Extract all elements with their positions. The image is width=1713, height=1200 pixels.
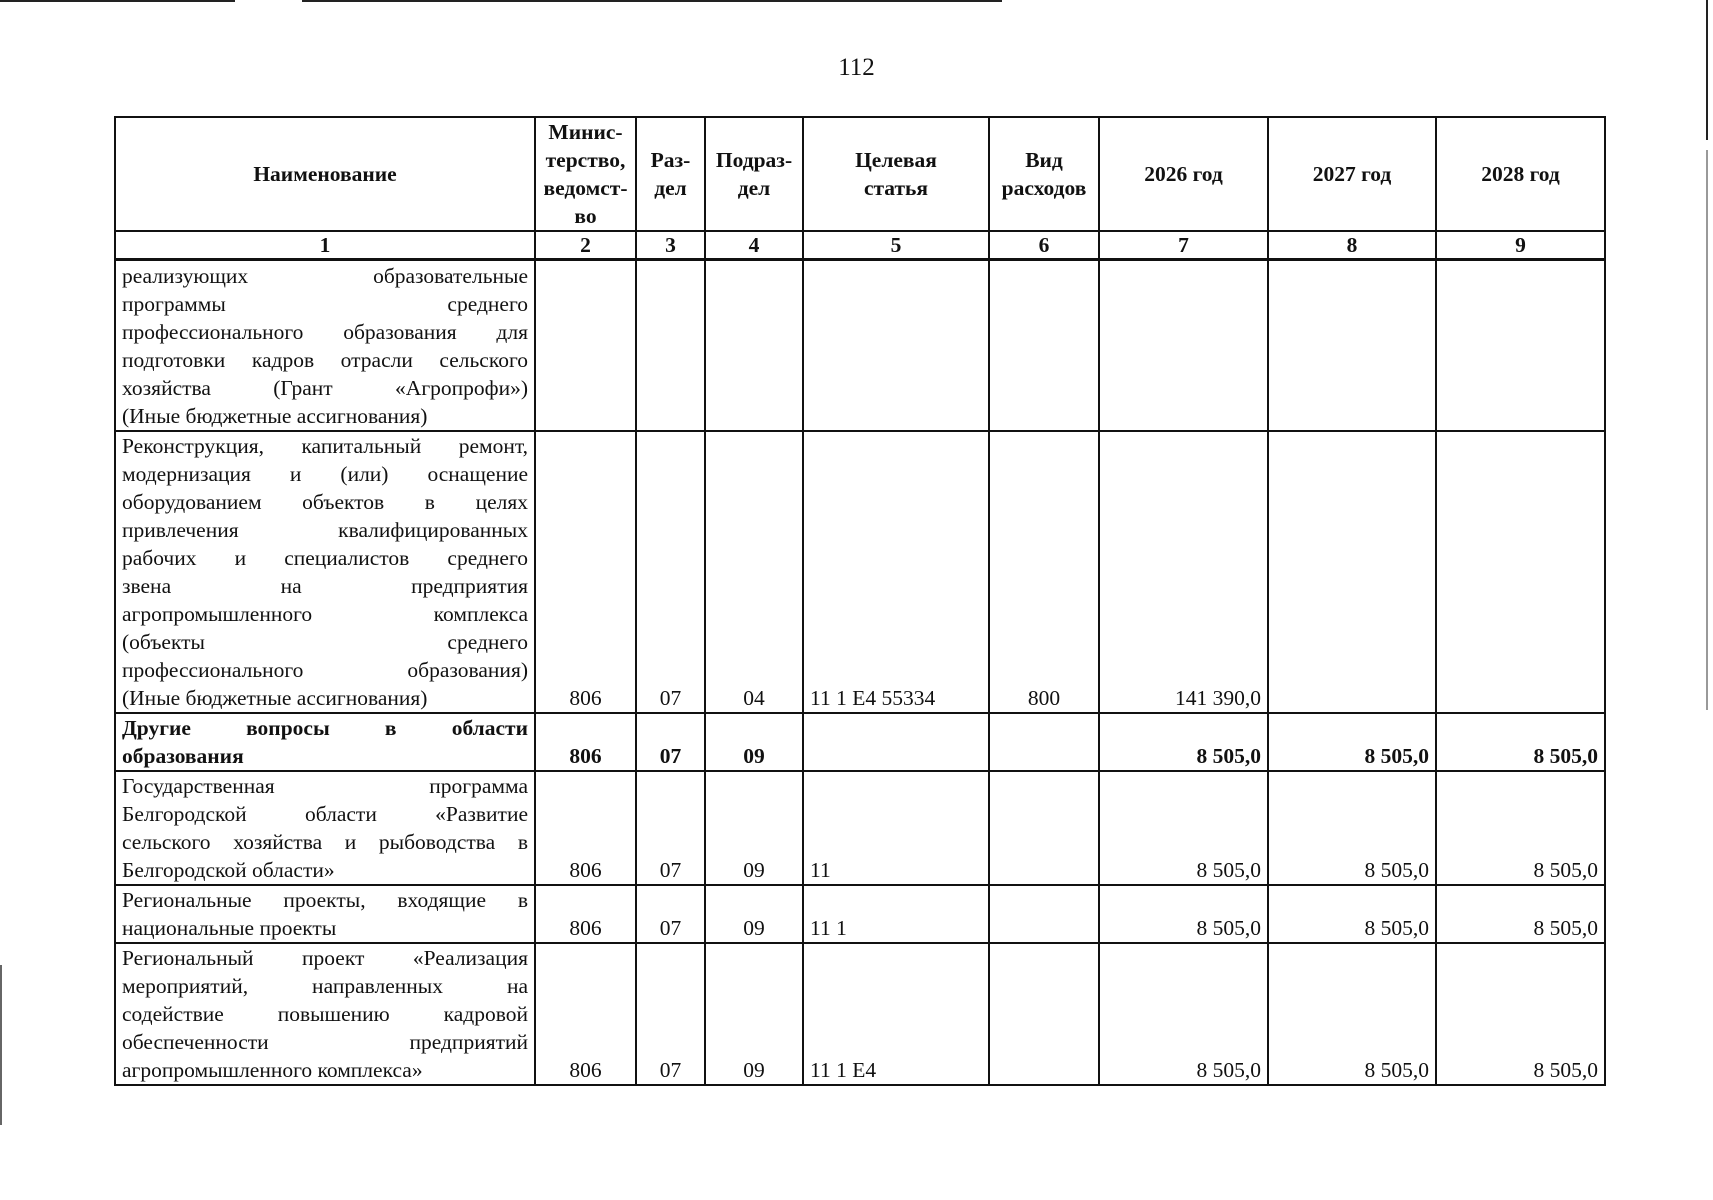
row-name-line: привлечения квалифицированных [122,517,528,542]
header-expense-line: Вид [1025,148,1063,172]
header-ministry [535,117,636,231]
row-expense: 800 [989,431,1099,713]
row-2028: 8 505,0 [1436,771,1605,885]
row-name-line: хозяйства (Грант «Агропрофи») [122,375,528,400]
row-subsection: 04 [705,431,803,713]
row-name-line: сельского хозяйства и рыбоводства в [122,829,528,854]
column-number-row [115,231,1605,260]
header-2026: 2026 год [1099,117,1268,231]
row-expense [989,885,1099,943]
row-2028: 8 505,0 [1436,713,1605,771]
row-name-line: Белгородской области «Развитие [122,801,528,826]
row-target: 11 1 [803,885,989,943]
row-name-line: реализующих образовательные [122,263,528,288]
row-name-line: Региональные проекты, входящие в [122,887,528,912]
row-name-line: Региональный проект «Реализация [122,945,528,970]
row-2026: 8 505,0 [1099,885,1268,943]
row-name [115,260,535,431]
header-target-line: Целевая [855,148,937,172]
header-ministry-line: ведомст- [543,176,628,200]
header-section-line: Раз- [650,148,691,172]
row-name [115,885,535,943]
header-ministry-line: терство, [545,148,626,172]
column-number: 1 [115,231,535,260]
row-target: 11 1 Е4 55334 [803,431,989,713]
header-2028: 2028 год [1436,117,1605,231]
header-subsection [705,117,803,231]
row-name-line: подготовки кадров отрасли сельского [122,347,528,372]
column-number: 7 [1099,231,1268,260]
row-target [803,260,989,431]
header-ministry-line: Минис- [548,120,623,144]
row-subsection: 09 [705,885,803,943]
row-name-line: Белгородской области» [122,857,335,882]
scan-edge-right-lower [1706,150,1708,710]
row-2026: 8 505,0 [1099,771,1268,885]
scan-edge-top-left [0,0,235,2]
budget-table [114,116,1606,1086]
row-ministry: 806 [535,885,636,943]
row-name-line: национальные проекты [122,915,337,940]
row-ministry: 806 [535,713,636,771]
row-name [115,431,535,713]
row-name-line: Государственная программа [122,773,528,798]
scan-edge-top-mid [302,0,1002,2]
row-name [115,943,535,1085]
header-name: Наименование [115,117,535,231]
row-target [803,713,989,771]
row-ministry: 806 [535,431,636,713]
page-number: 112 [838,54,875,81]
header-target-line: статья [863,176,929,200]
row-expense [989,260,1099,431]
header-ministry-line: во [574,204,597,228]
row-subsection: 09 [705,943,803,1085]
header-section-line: дел [654,176,687,200]
column-number: 5 [803,231,989,260]
table-row [115,771,1605,885]
row-2026 [1099,260,1268,431]
row-name [115,771,535,885]
row-name-line: содействие повышению кадровой [122,1001,528,1026]
row-ministry: 806 [535,943,636,1085]
row-name-line: агропромышленного комплекса [122,601,528,626]
table-row [115,260,1605,431]
row-name-line: Реконструкция, капитальный ремонт, [122,433,528,458]
table-row-subtotal [115,713,1605,771]
column-number: 2 [535,231,636,260]
row-expense [989,943,1099,1085]
column-number: 4 [705,231,803,260]
header-expense [989,117,1099,231]
row-section: 07 [636,713,705,771]
table-header-row [115,117,1605,231]
row-section: 07 [636,943,705,1085]
row-2026: 141 390,0 [1099,431,1268,713]
row-2027 [1268,260,1436,431]
row-ministry: 806 [535,771,636,885]
row-name-line: профессионального образования) [122,657,528,682]
column-number: 9 [1436,231,1605,260]
row-name-line: Другие вопросы в области [122,715,528,740]
row-target: 11 [803,771,989,885]
row-name [115,713,535,771]
column-number: 6 [989,231,1099,260]
row-subsection: 09 [705,713,803,771]
table-row [115,943,1605,1085]
table-row [115,885,1605,943]
header-subsection-line: Подраз- [715,148,793,172]
row-expense [989,713,1099,771]
row-2028 [1436,260,1605,431]
row-ministry [535,260,636,431]
row-name-line: (Иные бюджетные ассигнования) [122,685,428,710]
row-expense [989,771,1099,885]
row-subsection [705,260,803,431]
row-name-line: модернизация и (или) оснащение [122,461,528,486]
row-2026: 8 505,0 [1099,943,1268,1085]
row-name-line: звена на предприятия [122,573,528,598]
row-2027: 8 505,0 [1268,885,1436,943]
row-name-line: программы среднего [122,291,528,316]
scan-edge-left [0,965,2,1125]
header-target [803,117,989,231]
row-name-line: образования [122,743,244,768]
row-name-line: обеспеченности предприятий [122,1029,528,1054]
row-name-line: мероприятий, направленных на [122,973,528,998]
row-target: 11 1 Е4 [803,943,989,1085]
row-2027 [1268,431,1436,713]
row-section: 07 [636,771,705,885]
row-name-line: оборудованием объектов в целях [122,489,528,514]
row-2026: 8 505,0 [1099,713,1268,771]
row-name-line: (Иные бюджетные ассигнования) [122,403,428,428]
row-name-line: рабочих и специалистов среднего [122,545,528,570]
column-number: 3 [636,231,705,260]
row-2027: 8 505,0 [1268,943,1436,1085]
header-expense-line: расходов [1001,176,1087,200]
row-2028: 8 505,0 [1436,943,1605,1085]
row-2028 [1436,431,1605,713]
row-2027: 8 505,0 [1268,713,1436,771]
row-section: 07 [636,885,705,943]
row-name-line: (объекты среднего [122,629,528,654]
header-2027: 2027 год [1268,117,1436,231]
row-name-line: агропромышленного комплекса» [122,1057,423,1082]
row-subsection: 09 [705,771,803,885]
row-2027: 8 505,0 [1268,771,1436,885]
header-subsection-line: дел [737,176,771,200]
row-2028: 8 505,0 [1436,885,1605,943]
column-number: 8 [1268,231,1436,260]
table-row [115,431,1605,713]
row-section [636,260,705,431]
row-section: 07 [636,431,705,713]
header-section [636,117,705,231]
row-name-line: профессионального образования для [122,319,528,344]
